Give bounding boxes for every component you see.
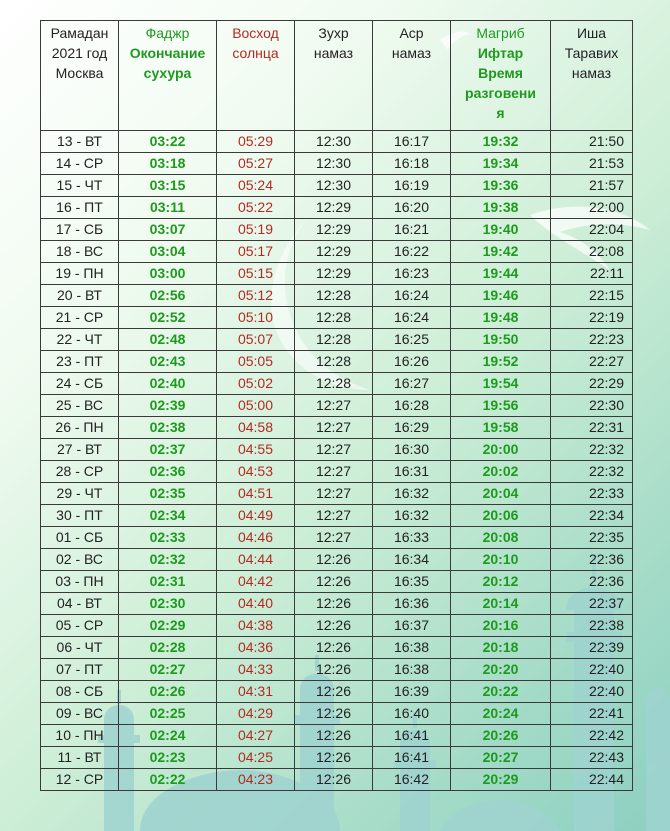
sunrise-time-cell: 04:33 [217,659,295,681]
isha-time-cell: 22:08 [551,241,633,263]
table-row [41,659,633,681]
fajr-time-cell: 02:23 [119,747,217,769]
isha-time-cell: 22:35 [551,527,633,549]
isha-time-cell: 22:27 [551,351,633,373]
isha-time-cell: 22:38 [551,615,633,637]
fajr-time-cell: 03:07 [119,219,217,241]
sunrise-time-cell: 04:42 [217,571,295,593]
date-cell: 22 - ЧТ [41,329,119,351]
maghrib-time-cell: 20:18 [451,637,551,659]
maghrib-time-cell: 19:42 [451,241,551,263]
table-row [41,131,633,153]
maghrib-time-cell: 20:27 [451,747,551,769]
header-date: Рамадан 2021 год Москва [41,21,119,131]
fajr-time-cell: 02:24 [119,725,217,747]
date-cell: 21 - СР [41,307,119,329]
sunrise-time-cell: 04:23 [217,769,295,791]
table-row [41,769,633,791]
asr-time-cell: 16:35 [373,571,451,593]
table-row [41,439,633,461]
fajr-time-cell: 02:52 [119,307,217,329]
maghrib-time-cell: 19:58 [451,417,551,439]
zuhr-time-cell: 12:27 [295,483,373,505]
maghrib-time-cell: 19:38 [451,197,551,219]
sunrise-time-cell: 05:22 [217,197,295,219]
asr-time-cell: 16:38 [373,637,451,659]
fajr-time-cell: 03:15 [119,175,217,197]
header-sunrise: Восход солнца [217,21,295,131]
asr-time-cell: 16:24 [373,307,451,329]
asr-time-cell: 16:31 [373,461,451,483]
date-cell: 06 - ЧТ [41,637,119,659]
zuhr-time-cell: 12:26 [295,637,373,659]
maghrib-time-cell: 19:54 [451,373,551,395]
asr-time-cell: 16:41 [373,725,451,747]
sunrise-time-cell: 04:58 [217,417,295,439]
zuhr-time-cell: 12:30 [295,175,373,197]
zuhr-time-cell: 12:28 [295,307,373,329]
table-row [41,747,633,769]
fajr-time-cell: 02:36 [119,461,217,483]
isha-time-cell: 22:30 [551,395,633,417]
table-row [41,593,633,615]
asr-time-cell: 16:20 [373,197,451,219]
sunrise-time-cell: 04:55 [217,439,295,461]
sunrise-time-cell: 05:10 [217,307,295,329]
date-cell: 08 - СБ [41,681,119,703]
date-cell: 27 - ВТ [41,439,119,461]
table-row [41,329,633,351]
zuhr-time-cell: 12:26 [295,659,373,681]
maghrib-time-cell: 20:22 [451,681,551,703]
maghrib-time-cell: 20:12 [451,571,551,593]
date-cell: 28 - СР [41,461,119,483]
isha-time-cell: 22:29 [551,373,633,395]
sunrise-time-cell: 05:12 [217,285,295,307]
fajr-time-cell: 03:22 [119,131,217,153]
zuhr-time-cell: 12:27 [295,527,373,549]
zuhr-time-cell: 12:29 [295,241,373,263]
zuhr-time-cell: 12:27 [295,439,373,461]
isha-time-cell: 22:19 [551,307,633,329]
fajr-time-cell: 03:04 [119,241,217,263]
date-cell: 26 - ПН [41,417,119,439]
table-row [41,703,633,725]
isha-time-cell: 22:23 [551,329,633,351]
date-cell: 14 - СР [41,153,119,175]
maghrib-time-cell: 20:06 [451,505,551,527]
isha-time-cell: 21:50 [551,131,633,153]
maghrib-time-cell: 19:44 [451,263,551,285]
zuhr-time-cell: 12:26 [295,593,373,615]
date-cell: 12 - СР [41,769,119,791]
header-isha: Иша Таравих намаз [551,21,633,131]
asr-time-cell: 16:39 [373,681,451,703]
table-row [41,263,633,285]
sunrise-time-cell: 04:27 [217,725,295,747]
zuhr-time-cell: 12:26 [295,769,373,791]
sunrise-time-cell: 05:27 [217,153,295,175]
zuhr-time-cell: 12:29 [295,219,373,241]
zuhr-time-cell: 12:26 [295,681,373,703]
isha-time-cell: 22:32 [551,439,633,461]
maghrib-time-cell: 20:16 [451,615,551,637]
sunrise-time-cell: 04:51 [217,483,295,505]
fajr-time-cell: 02:35 [119,483,217,505]
maghrib-time-cell: 20:14 [451,593,551,615]
table-body [41,131,633,791]
asr-time-cell: 16:40 [373,703,451,725]
date-cell: 07 - ПТ [41,659,119,681]
sunrise-time-cell: 05:07 [217,329,295,351]
zuhr-time-cell: 12:30 [295,131,373,153]
asr-time-cell: 16:36 [373,593,451,615]
isha-time-cell: 22:43 [551,747,633,769]
maghrib-time-cell: 20:29 [451,769,551,791]
sunrise-time-cell: 04:29 [217,703,295,725]
date-cell: 25 - ВС [41,395,119,417]
zuhr-time-cell: 12:26 [295,747,373,769]
isha-time-cell: 22:32 [551,461,633,483]
asr-time-cell: 16:28 [373,395,451,417]
asr-time-cell: 16:41 [373,747,451,769]
fajr-time-cell: 02:40 [119,373,217,395]
isha-time-cell: 22:36 [551,549,633,571]
zuhr-time-cell: 12:26 [295,549,373,571]
zuhr-time-cell: 12:27 [295,395,373,417]
date-cell: 05 - СР [41,615,119,637]
maghrib-time-cell: 19:46 [451,285,551,307]
date-cell: 11 - ВТ [41,747,119,769]
isha-time-cell: 22:15 [551,285,633,307]
zuhr-time-cell: 12:29 [295,197,373,219]
fajr-time-cell: 03:18 [119,153,217,175]
date-cell: 09 - ВС [41,703,119,725]
sunrise-time-cell: 05:17 [217,241,295,263]
zuhr-time-cell: 12:26 [295,703,373,725]
fajr-time-cell: 02:43 [119,351,217,373]
fajr-time-cell: 02:38 [119,417,217,439]
isha-time-cell: 22:40 [551,659,633,681]
zuhr-time-cell: 12:26 [295,725,373,747]
isha-time-cell: 22:36 [551,571,633,593]
prayer-timetable-container [40,20,632,791]
date-cell: 15 - ЧТ [41,175,119,197]
isha-time-cell: 22:33 [551,483,633,505]
date-cell: 17 - СБ [41,219,119,241]
asr-time-cell: 16:30 [373,439,451,461]
fajr-time-cell: 02:31 [119,571,217,593]
asr-time-cell: 16:33 [373,527,451,549]
asr-time-cell: 16:38 [373,659,451,681]
asr-time-cell: 16:18 [373,153,451,175]
asr-time-cell: 16:26 [373,351,451,373]
date-cell: 24 - СБ [41,373,119,395]
zuhr-time-cell: 12:28 [295,285,373,307]
isha-time-cell: 22:41 [551,703,633,725]
maghrib-time-cell: 19:34 [451,153,551,175]
zuhr-time-cell: 12:27 [295,461,373,483]
sunrise-time-cell: 05:24 [217,175,295,197]
isha-time-cell: 22:42 [551,725,633,747]
asr-time-cell: 16:25 [373,329,451,351]
table-row [41,373,633,395]
sunrise-time-cell: 04:46 [217,527,295,549]
sunrise-time-cell: 05:00 [217,395,295,417]
date-cell: 04 - ВТ [41,593,119,615]
isha-time-cell: 22:44 [551,769,633,791]
isha-time-cell: 22:00 [551,197,633,219]
fajr-time-cell: 02:34 [119,505,217,527]
table-row [41,351,633,373]
table-row [41,307,633,329]
isha-time-cell: 22:11 [551,263,633,285]
date-cell: 13 - ВТ [41,131,119,153]
table-row [41,549,633,571]
maghrib-time-cell: 19:36 [451,175,551,197]
sunrise-time-cell: 05:02 [217,373,295,395]
zuhr-time-cell: 12:27 [295,505,373,527]
date-cell: 03 - ПН [41,571,119,593]
date-cell: 10 - ПН [41,725,119,747]
sunrise-time-cell: 05:19 [217,219,295,241]
fajr-time-cell: 03:11 [119,197,217,219]
maghrib-time-cell: 19:32 [451,131,551,153]
table-row [41,241,633,263]
asr-time-cell: 16:17 [373,131,451,153]
maghrib-time-cell: 20:02 [451,461,551,483]
table-row [41,505,633,527]
isha-time-cell: 21:57 [551,175,633,197]
fajr-time-cell: 02:22 [119,769,217,791]
asr-time-cell: 16:32 [373,505,451,527]
fajr-time-cell: 02:28 [119,637,217,659]
isha-time-cell: 22:31 [551,417,633,439]
isha-time-cell: 22:34 [551,505,633,527]
table-row [41,153,633,175]
maghrib-time-cell: 19:56 [451,395,551,417]
table-row [41,219,633,241]
sunrise-time-cell: 04:36 [217,637,295,659]
date-cell: 19 - ПН [41,263,119,285]
date-cell: 20 - ВТ [41,285,119,307]
sunrise-time-cell: 04:44 [217,549,295,571]
isha-time-cell: 22:04 [551,219,633,241]
date-cell: 18 - ВС [41,241,119,263]
maghrib-time-cell: 20:20 [451,659,551,681]
maghrib-time-cell: 20:10 [451,549,551,571]
date-cell: 30 - ПТ [41,505,119,527]
asr-time-cell: 16:37 [373,615,451,637]
table-row [41,285,633,307]
asr-time-cell: 16:32 [373,483,451,505]
fajr-time-cell: 02:25 [119,703,217,725]
sunrise-time-cell: 05:05 [217,351,295,373]
sunrise-time-cell: 04:25 [217,747,295,769]
header-asr: Аср намаз [373,21,451,131]
table-row [41,175,633,197]
isha-time-cell: 22:37 [551,593,633,615]
header-maghrib: Магриб Ифтар Время разговени я [451,21,551,131]
sunrise-time-cell: 05:15 [217,263,295,285]
maghrib-time-cell: 20:04 [451,483,551,505]
sunrise-time-cell: 05:29 [217,131,295,153]
asr-time-cell: 16:23 [373,263,451,285]
zuhr-time-cell: 12:26 [295,571,373,593]
zuhr-time-cell: 12:29 [295,263,373,285]
asr-time-cell: 16:29 [373,417,451,439]
isha-time-cell: 22:39 [551,637,633,659]
table-row [41,197,633,219]
fajr-time-cell: 02:32 [119,549,217,571]
table-row [41,417,633,439]
zuhr-time-cell: 12:28 [295,373,373,395]
maghrib-time-cell: 20:24 [451,703,551,725]
date-cell: 29 - ЧТ [41,483,119,505]
fajr-time-cell: 02:33 [119,527,217,549]
table-row [41,395,633,417]
maghrib-time-cell: 20:08 [451,527,551,549]
fajr-time-cell: 03:00 [119,263,217,285]
table-row [41,615,633,637]
fajr-time-cell: 02:29 [119,615,217,637]
maghrib-time-cell: 19:48 [451,307,551,329]
date-cell: 16 - ПТ [41,197,119,219]
maghrib-time-cell: 19:40 [451,219,551,241]
fajr-time-cell: 02:26 [119,681,217,703]
sunrise-time-cell: 04:38 [217,615,295,637]
fajr-time-cell: 02:48 [119,329,217,351]
table-row [41,725,633,747]
sunrise-time-cell: 04:49 [217,505,295,527]
asr-time-cell: 16:19 [373,175,451,197]
asr-time-cell: 16:42 [373,769,451,791]
prayer-timetable [40,20,633,791]
fajr-time-cell: 02:37 [119,439,217,461]
asr-time-cell: 16:21 [373,219,451,241]
zuhr-time-cell: 12:28 [295,351,373,373]
table-row [41,527,633,549]
date-cell: 02 - ВС [41,549,119,571]
table-row [41,461,633,483]
asr-time-cell: 16:34 [373,549,451,571]
date-cell: 23 - ПТ [41,351,119,373]
header-zuhr: Зухр намаз [295,21,373,131]
zuhr-time-cell: 12:28 [295,329,373,351]
maghrib-time-cell: 20:00 [451,439,551,461]
asr-time-cell: 16:22 [373,241,451,263]
zuhr-time-cell: 12:27 [295,417,373,439]
maghrib-time-cell: 20:26 [451,725,551,747]
isha-time-cell: 22:40 [551,681,633,703]
zuhr-time-cell: 12:30 [295,153,373,175]
table-header-row [41,21,633,131]
header-fajr: Фаджр Окончание сухура [119,21,217,131]
zuhr-time-cell: 12:26 [295,615,373,637]
fajr-time-cell: 02:30 [119,593,217,615]
table-row [41,483,633,505]
fajr-time-cell: 02:56 [119,285,217,307]
maghrib-time-cell: 19:50 [451,329,551,351]
maghrib-time-cell: 19:52 [451,351,551,373]
sunrise-time-cell: 04:31 [217,681,295,703]
date-cell: 01 - СБ [41,527,119,549]
fajr-time-cell: 02:27 [119,659,217,681]
asr-time-cell: 16:27 [373,373,451,395]
sunrise-time-cell: 04:40 [217,593,295,615]
table-row [41,637,633,659]
table-row [41,681,633,703]
sunrise-time-cell: 04:53 [217,461,295,483]
table-row [41,571,633,593]
isha-time-cell: 21:53 [551,153,633,175]
fajr-time-cell: 02:39 [119,395,217,417]
asr-time-cell: 16:24 [373,285,451,307]
